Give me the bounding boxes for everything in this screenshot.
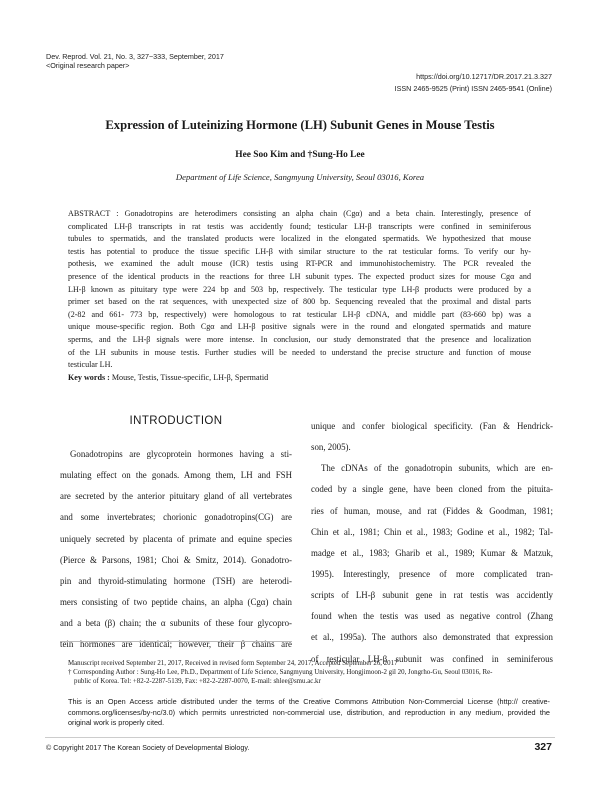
page-number: 327 <box>534 741 552 753</box>
abstract-line: (2-82 and 661- 773 bp, respectively) were homologous to rat testicular LH-β cDNA, and middle part (83-660 bp) was a <box>68 309 531 319</box>
body-line: and a beta (β) chain; the α subunits of these four glycopro- <box>60 618 292 629</box>
corresponding-author-contact: public of Korea. Tel: +82-2-2287-5139, Fax: +82-2-2287-0070, E-mail: shlee@smu.ac.kr <box>74 678 321 685</box>
abstract-line: testicular LH. <box>68 360 113 370</box>
license-line: This is an Open Access article distributed under the terms of the Creative Commons Attribution Non-Commercial License (http:// creative- <box>68 697 550 706</box>
body-line: unique and confer biological specificity. (Fan & Hendrick- <box>311 421 553 431</box>
body-line: The cDNAs of the gonadotropin subunits, which are en- <box>321 463 553 474</box>
body-line: and some invertebrates; chorionic gonadotropins(CG) are <box>60 512 292 523</box>
abstract-line: of the LH subunits in mouse testis. Further studies will be needed to understand the precise structure and function of mouse <box>68 347 531 357</box>
abstract-line: ABSTRACT : Gonadotropins are heterodimers consisting an alpha chain (Cgα) and a beta chain. Interestingly, presence of <box>68 209 531 218</box>
abstract-line: LH-β known as pituitary type were 224 bp and 503 bp, respectively. The testicular type LH-β products were produced by a <box>68 284 531 294</box>
license-line: commons.org/licenses/by-nc/3.0) which permits unrestricted non-commercial use, distribution, and reproduction in any medium, provided the <box>68 707 550 717</box>
body-line: mulating effect on the gonads. Among them, LH and FSH <box>60 470 292 481</box>
body-line: madge et al., 1983; Gharib et al., 1989; Kumar & Matzuk, <box>311 547 553 558</box>
doi-link[interactable]: https://doi.org/10.12717/DR.2017.21.3.327 <box>416 72 552 81</box>
footnotes <box>68 659 542 686</box>
authors: Hee Soo Kim and †Sung-Ho Lee <box>235 150 365 160</box>
body-line: mers consisting of two peptide chains, an alpha (Cgα) chain <box>60 596 292 607</box>
keywords <box>68 372 531 385</box>
open-access-notice <box>68 697 550 729</box>
issn: ISSN 2465-9525 (Print) ISSN 2465-9541 (Online) <box>394 84 552 93</box>
body-line: found when the testis was used as negative control (Zhang <box>311 611 553 622</box>
body-line: son, 2005). <box>311 442 351 453</box>
keywords-label: Key words : <box>68 372 110 382</box>
abstract-line: primer set based on the rat sequences, with unexpected size of 800 bp. Sequencing revealed that the proximal and distal parts <box>68 297 531 307</box>
abstract-line: complicated LH-β transcripts in rat testis was accidently found; testicular LH-β transcripts were confined in seminiferous <box>68 221 531 231</box>
footer-divider <box>45 737 555 738</box>
journal-citation: Dev. Reprod. Vol. 21, No. 3, 327~333, September, 2017 <box>46 52 224 61</box>
abstract-line: tubules to spermatids, and the translated products were localized in the elongated spermatids. We hypothesized that mouse <box>68 234 531 244</box>
abstract-line: unique mouse-specific region. Both Cgα and LH-β positive signals were in the round and elongated spermatids and mature <box>68 322 531 332</box>
intro-column-right <box>311 416 553 670</box>
abstract-line: pothesis, we examined the adult mouse (ICR) testis using RT-PCR and immunohistochemistry. The PCR revealed the <box>68 259 531 269</box>
body-line: 1995). Interestingly, presence of more complicated tran- <box>311 568 553 579</box>
abstract <box>68 208 531 384</box>
affiliation: Department of Life Science, Sangmyung University, Seoul 03016, Korea <box>175 172 425 182</box>
abstract-line: testis has potential to produce the tissue specific LH-β with similar structure to the rat testicular forms. To verify our hy- <box>68 246 531 256</box>
keywords-list: Mouse, Testis, Tissue-specific, LH-β, Spermatid <box>109 372 269 382</box>
body-line: scripts of LH-β subunit gene in rat testis was accidently <box>311 590 553 601</box>
manuscript-dates: Manuscript received September 21, 2017, Received in revised form September 24, 2017, Accepted September 26, 2017 <box>68 660 398 667</box>
body-line: (Pierce & Parsons, 1981; Choi & Smitz, 2014). Gonadotro- <box>60 554 292 565</box>
body-line: Gonadotropins are glycoprotein hormones having a sti- <box>70 449 292 459</box>
footnote-divider <box>60 641 292 642</box>
paper-type: <Original research paper> <box>46 61 130 70</box>
intro-column-left <box>60 444 292 655</box>
section-heading-introduction: INTRODUCTION <box>129 415 223 427</box>
license-line: original work is properly cited. <box>68 718 165 727</box>
body-line: ries of human, mouse, and rat (Fiddes & Goodman, 1981; <box>311 505 553 516</box>
body-line: pin and thyroid-stimulating hormone (TSH) are heterodi- <box>60 575 292 586</box>
body-line: Chin et al., 1981; Chin et al., 1983; Godine et al., 1982; Tal- <box>311 526 553 537</box>
body-line: tein hormones are identical; however, their β chains are <box>60 639 292 650</box>
article-title: Expression of Luteinizing Hormone (LH) Subunit Genes in Mouse Testis <box>105 118 495 132</box>
body-line: coded by a single gene, have been cloned from the pituita- <box>311 484 553 495</box>
body-line: uniquely secreted by placenta of primate and equine species <box>60 533 292 544</box>
body-line: et al., 1995a). The authors also demonstrated that expression <box>311 632 553 643</box>
body-line: are secreted by the anterior pituitary gland of all vertebrates <box>60 491 292 502</box>
body-line: of testicular LH-β subunit was confined in seminiferous <box>311 653 553 664</box>
abstract-line: presence of the identical products in the reactions for three LH subunit types. The expected product sizes for mouse Cgα and <box>68 271 531 281</box>
abstract-line: sperms, and the LH-β signals were more intense. In conclusion, our study demonstrated that the presence and localization <box>68 334 531 344</box>
corresponding-author: † Corresponding Author : Sung-Ho Lee, Ph.D., Department of Life Science, Sangmyung University, Hongjimoon-2 gil 20, Jongrho-Gu, Seoul 03016, Re- <box>68 669 493 676</box>
copyright: © Copyright 2017 The Korean Society of Developmental Biology. <box>46 744 250 752</box>
